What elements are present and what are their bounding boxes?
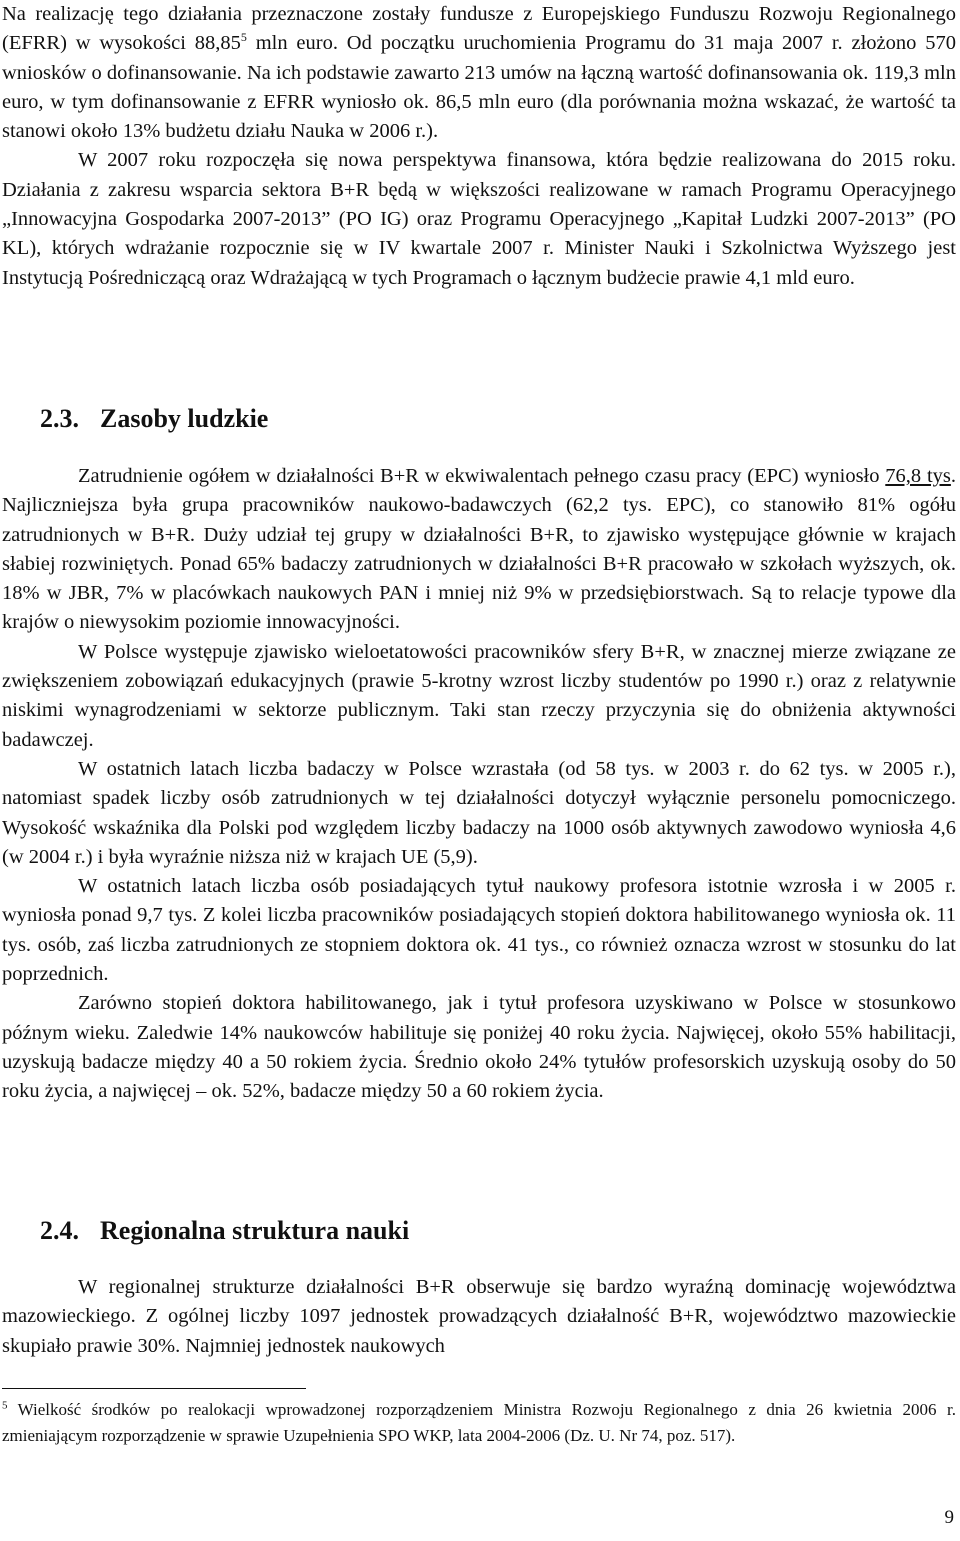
footnote-separator [2, 1388, 306, 1389]
paragraph-habilitation-age: Zarówno stopień doktora habilitowanego, jak i tytuł profesora uzyskiwano w Polsce w stosunkowo późnym wieku. Zaledwie 14% naukowców habilituje się poniżej 40 roku życia. Najwięcej, około 55% habilitacji, uzyskują badacze między 40 a 50 rokiem życia. Średnio około 24% tytułów profesorskich uzyskują osoby do 50 roku życia, a najwięcej – ok. 52%, badacze między 50 a 60 rokiem życia. [2, 992, 956, 1103]
paragraph-multi-employment: W Polsce występuje zjawisko wieloetatowości pracowników sfery B+R, w znacznej mierze związane ze zwiększeniem zobowiązań edukacyjnych (prawie 5-krotny wzrost liczby studentów po 1990 r.) oraz z relatywnie niskimi wynagrodzeniami w sektorze publicznym. Taki stan rzeczy przyczynia się do obniżenia aktywności badawczej. [2, 640, 956, 751]
paragraph-professors: W ostatnich latach liczba osób posiadających tytuł naukowy profesora istotnie wzrosła i w 2005 r. wyniosła ponad 9,7 tys. Z kolei liczba pracowników posiadających stopień doktora habilitowanego wyniosła ok. 11 tys. osób, zaś liczba zatrudnionych ze stopniem doktora ok. 41 tys., co również oznacza wzrost w stosunku do lat poprzednich. [2, 875, 956, 986]
paragraph-employment: Zatrudnienie ogółem w działalności B+R w ekwiwalentach pełnego czasu pracy (EPC) wyniosło 76,8 tys. Najliczniejsza była grupa pracowników naukowo-badawczych (62,2 tys. EPC), co stanowiło 81% ogółu zatrudnionych w B+R. Duży udział tej grupy w działalności B+R, to zjawisko występujące głównie w krajach słabiej rozwiniętych. Ponad 65% badaczy zatrudnionych w działalności B+R pracowało w szkołach wyższych, ok. 18% w JBR, 7% w placówkach naukowych PAN i mniej niż 9% w przedsiębiorstwach. Są to relacje typowe dla krajów o niewysokim poziomie innowacyjności. [2, 465, 956, 634]
section-2-4 [2, 1216, 956, 1246]
top-text-block [2, 0, 956, 293]
paragraph-researchers-count: W ostatnich latach liczba badaczy w Polsce wzrastała (od 58 tys. w 2003 r. do 62 tys. w 2005 r.), natomiast spadek liczby osób zatrudnionych w tej działalności dotyczył wyłącznie personelu pomocniczego. Wysokość wskaźnika dla Polski pod względem liczby badaczy na 1000 osób aktywnych zawodowo wyniosła 4,6 (w 2004 r.) i była wyraźnie niższa niż w krajach UE (5,9). [2, 757, 956, 868]
section-2-4-body [2, 1273, 956, 1361]
footnote-number: 5 [2, 1399, 8, 1412]
paragraph-efrr-funding: Na realizację tego działania przeznaczone zostały fundusze z Europejskiego Funduszu Rozwoju Regionalnego (EFRR) w wysokości 88,85$^5$ mln euro. Od początku uruchomienia Programu do 31 maja 2007 r. złożono 570 wniosków o dofinansowanie. Na ich podstawie zawarto 213 umów na łączną wartość dofinansowania ok. 119,3 mln euro, w tym dofinansowanie z EFRR wyniosło ok. 86,5 mln euro (dla porównania można wskazać, że wartość ta stanowi około 13% budżetu działu Nauka w 2006 r.). [2, 3, 956, 143]
section-2-3-body [2, 462, 956, 1107]
section-heading-regional-structure: 2.4. Regionalna struktura nauki [40, 1216, 410, 1245]
footnote-reference[interactable]: 5 [240, 30, 247, 45]
paragraph-regional-dominance: W regionalnej strukturze działalności B+R obserwuje się bardzo wyraźną dominację województwa mazowieckiego. Z ogólnej liczby 1097 jednostek prowadzących działalność B+R, województwo mazowieckie skupiało prawie 30%. Najmniej jednostek naukowych [2, 1276, 956, 1357]
page-number: 9 [944, 1507, 954, 1528]
footnote: $^5$ Wielkość środków po realokacji wprowadzonej rozporządzeniem Ministra Rozwoju Regionalnego z dnia 26 kwietnia 2006 r. zmieniającym rozporządzenie w sprawie Uzupełnienia SPO WKP, lata 2004-2006 (Dz. U. Nr 74, poz. 517). [2, 1399, 956, 1445]
underlined-value: 76,8 tys [885, 465, 951, 487]
section-heading-human-resources: 2.3. Zasoby ludzkie [40, 404, 269, 433]
paragraph-new-perspective: W 2007 roku rozpoczęła się nowa perspektywa finansowa, która będzie realizowana do 2015 roku. Działania z zakresu wsparcia sektora B+R będą w większości realizowane w ramach Programu Operacyjnego „Innowacyjna Gospodarka 2007-2013” (PO IG) oraz Programu Operacyjnego „Kapitał Ludzki 2007-2013” (PO KL), których wdrażanie rozpocznie się w IV kwartale 2007 r. Minister Nauki i Szkolnictwa Wyższego jest Instytucją Pośredniczącą oraz Wdrażającą w tych Programach o łącznym budżecie prawie 4,1 mld euro. [2, 149, 956, 289]
section-2-3 [2, 404, 956, 434]
